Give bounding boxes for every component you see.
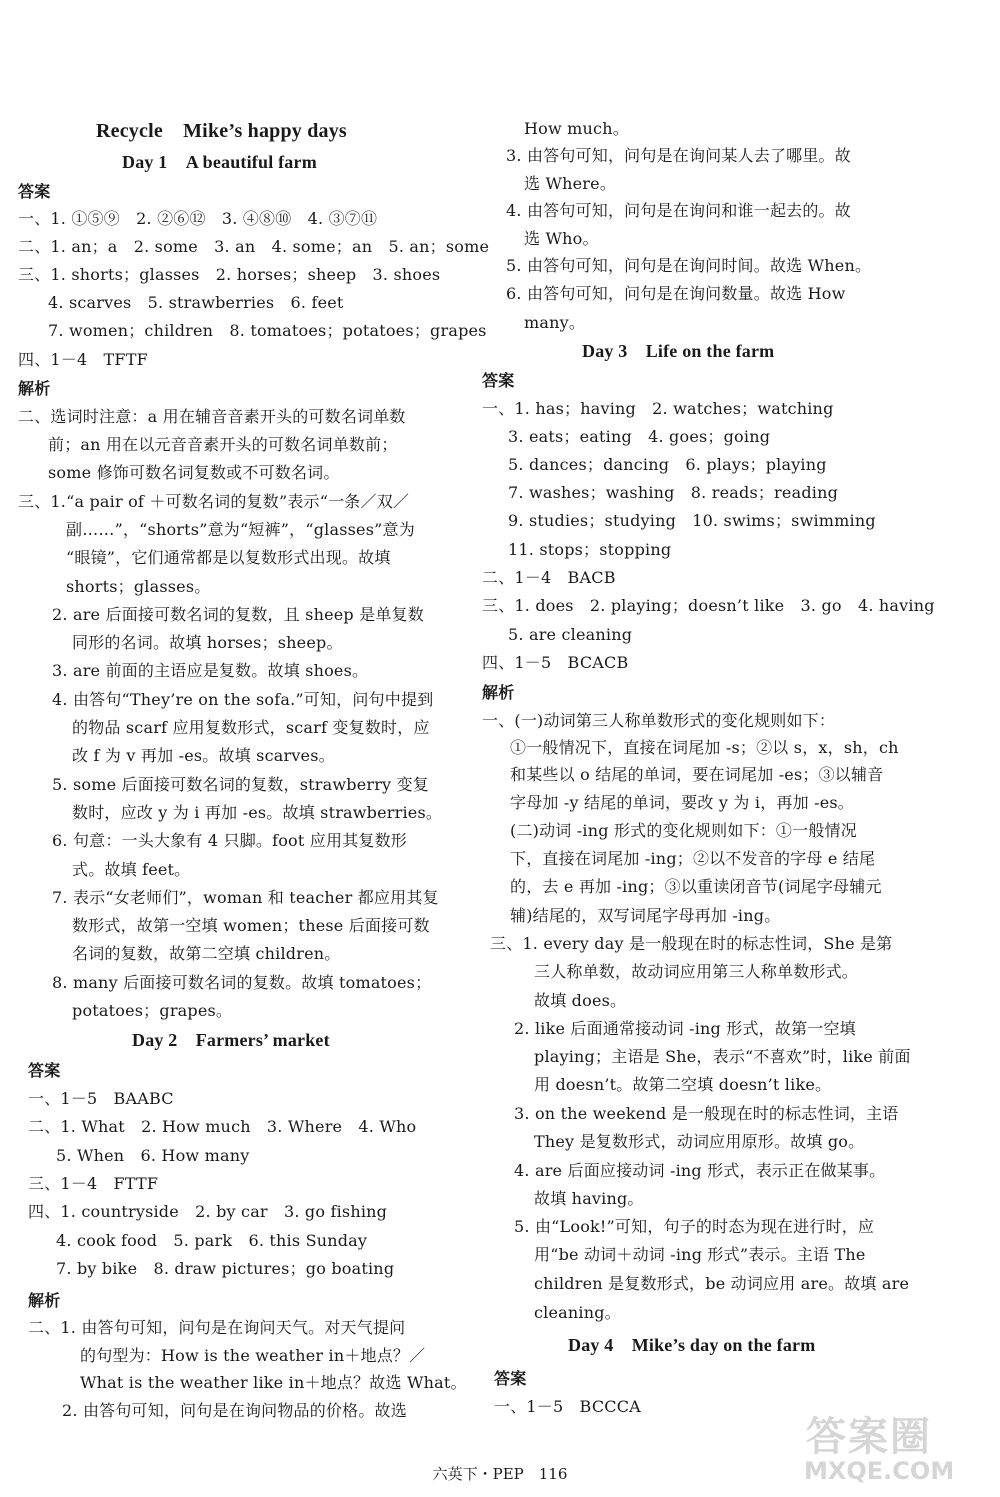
analysis-line: 用“be 动词＋动词 -ing 形式”表示。主语 The bbox=[534, 1245, 866, 1264]
analysis-line: 二、选词时注意：a 用在辅音音素开头的可数名词单数 bbox=[18, 407, 406, 426]
analysis-line: 一、(一)动词第三人称单数形式的变化规则如下： bbox=[482, 711, 836, 730]
analysis-line: What is the weather like in＋地点？故选 What。 bbox=[80, 1373, 467, 1392]
answer-line: 4. cook food 5. park 6. this Sunday bbox=[56, 1231, 368, 1250]
answer-line: 5. When 6. How many bbox=[56, 1146, 250, 1165]
answer-line: 一、1－5 BAABC bbox=[28, 1089, 174, 1108]
answer-line: 二、1－4 BACB bbox=[482, 568, 616, 587]
analysis-line: 字母加 -y 结尾的单词，要改 y 为 i，再加 -es。 bbox=[510, 793, 855, 812]
analysis-line: ①一般情况下，直接在词尾加 -s；②以 s，x，sh，ch bbox=[510, 738, 899, 757]
answer-heading: 答案 bbox=[494, 1369, 527, 1388]
analysis-line: 副……”，“shorts”意为“短裤”，“glasses”意为 bbox=[66, 520, 415, 539]
analysis-line: children 是复数形式，be 动词应用 are。故填 are bbox=[534, 1274, 910, 1293]
page-footer: 六英下・PEP 116 bbox=[432, 1465, 568, 1483]
analysis-line: 6. 由答句可知，问句是在询问数量。故选 How bbox=[506, 284, 846, 303]
answer-heading: 答案 bbox=[18, 182, 51, 201]
analysis-line: 2. 由答句可知，问句是在询问物品的价格。故选 bbox=[62, 1401, 407, 1420]
answer-line: 四、1－5 BCACB bbox=[482, 653, 629, 672]
analysis-line: 辅)结尾的，双写词尾字母再加 -ing。 bbox=[510, 906, 781, 925]
analysis-line: potatoes；grapes。 bbox=[72, 1001, 233, 1020]
analysis-line: 4. 由答句可知，问句是在询问和谁一起去的。故 bbox=[506, 201, 851, 220]
watermark-logo bbox=[796, 1401, 986, 1491]
analysis-line: 故填 having。 bbox=[534, 1189, 644, 1208]
analysis-line: 2. like 后面通常接动词 -ing 形式，故第一空填 bbox=[514, 1019, 856, 1038]
day2-title: Day 2 Farmers’ market bbox=[132, 1030, 330, 1050]
analysis-line: 6. 句意：一头大象有 4 只脚。foot 应用其复数形 bbox=[52, 831, 408, 850]
analysis-line: 用 doesn’t。故第二空填 doesn’t like。 bbox=[534, 1075, 832, 1094]
answer-line: 9. studies；studying 10. swims；swimming bbox=[508, 511, 876, 530]
watermark-text: 答案圈 bbox=[806, 1414, 932, 1460]
day1-title: Day 1 A beautiful farm bbox=[122, 152, 317, 172]
analysis-line: 同形的名词。故填 horses；sheep。 bbox=[72, 633, 343, 652]
answer-line: 4. scarves 5. strawberries 6. feet bbox=[48, 293, 344, 312]
analysis-line: 2. are 后面接可数名词的复数，且 sheep 是单复数 bbox=[52, 605, 424, 624]
analysis-line: 数形式，故第一空填 women；these 后面接可数 bbox=[72, 916, 430, 935]
answer-line: 一、1. ①⑤⑨ 2. ②⑥⑫ 3. ④⑧⑩ 4. ③⑦⑪ bbox=[18, 209, 378, 228]
unit-title: Recycle Mike’s happy days bbox=[96, 120, 347, 142]
analysis-line: 4. are 后面应接动词 -ing 形式，表示正在做某事。 bbox=[514, 1161, 886, 1180]
analysis-line: 故填 does。 bbox=[534, 991, 627, 1010]
analysis-line: 和某些以 o 结尾的单词，要在词尾加 -es；③以辅音 bbox=[510, 765, 884, 784]
answer-line: 一、1. has；having 2. watches；watching bbox=[482, 399, 834, 418]
analysis-line: 选 Where。 bbox=[524, 174, 617, 193]
analysis-line: 下，直接在词尾加 -ing；②以不发音的字母 e 结尾 bbox=[510, 849, 876, 868]
answer-line: 三、1. shorts；glasses 2. horses；sheep 3. shoes bbox=[18, 265, 441, 284]
analysis-heading: 解析 bbox=[28, 1291, 61, 1310]
analysis-line: “眼镜”，它们通常都是以复数形式出现。故填 bbox=[66, 548, 391, 567]
analysis-line: 8. many 后面接可数名词的复数。故填 tomatoes； bbox=[52, 973, 432, 992]
analysis-line: 二、1. 由答句可知，问句是在询问天气。对天气提问 bbox=[28, 1318, 406, 1337]
answer-heading: 答案 bbox=[482, 371, 515, 390]
analysis-line: 数时，应改 y 为 i 再加 -es。故填 strawberries。 bbox=[72, 803, 443, 822]
analysis-line: 改 f 为 v 再加 -es。故填 scarves。 bbox=[72, 746, 335, 765]
analysis-heading: 解析 bbox=[18, 379, 51, 398]
answer-line: 四、1－4 TFTF bbox=[18, 350, 148, 369]
analysis-line: They 是复数形式，动词应用原形。故填 go。 bbox=[534, 1132, 865, 1151]
answer-heading: 答案 bbox=[28, 1061, 61, 1080]
analysis-line: 的物品 scarf 应用复数形式，scarf 变复数时，应 bbox=[72, 718, 430, 737]
analysis-line: 的，去 e 再加 -ing；③以重读闭音节(词尾字母辅元 bbox=[510, 877, 882, 896]
analysis-line: 式。故填 feet。 bbox=[72, 860, 191, 879]
analysis-line: 三、1.“a pair of ＋可数名词的复数”表示“一条／双／ bbox=[18, 492, 410, 511]
analysis-line: 前；an 用在以元音音素开头的可数名词单数前； bbox=[48, 435, 398, 454]
day4-title: Day 4 Mike’s day on the farm bbox=[568, 1335, 816, 1355]
answer-line: 二、1. an；a 2. some 3. an 4. some；an 5. an；some bbox=[18, 237, 490, 256]
answer-line: 3. eats；eating 4. goes；going bbox=[508, 427, 771, 446]
analysis-heading: 解析 bbox=[482, 683, 515, 702]
analysis-line: 7. 表示“女老师们”，woman 和 teacher 都应用其复 bbox=[52, 888, 439, 907]
analysis-line: shorts；glasses。 bbox=[66, 577, 211, 596]
analysis-line: some 修饰可数名词复数或不可数名词。 bbox=[48, 463, 340, 482]
analysis-line: 5. 由答句可知，问句是在询问时间。故选 When。 bbox=[506, 256, 872, 275]
analysis-line: How much。 bbox=[524, 119, 629, 138]
analysis-line: many。 bbox=[524, 313, 586, 332]
analysis-line: 3. 由答句可知，问句是在询问某人去了哪里。故 bbox=[506, 146, 851, 165]
answer-line: 三、1. does 2. playing；doesn’t like 3. go 4. having bbox=[482, 596, 935, 615]
analysis-line: 5. some 后面接可数名词的复数，strawberry 变复 bbox=[52, 775, 429, 794]
answer-line: 三、1－4 FTTF bbox=[28, 1174, 159, 1193]
answer-line: 四、1. countryside 2. by car 3. go fishing bbox=[28, 1202, 388, 1221]
answer-line: 7. by bike 8. draw pictures；go boating bbox=[56, 1259, 395, 1278]
answer-line: 5. dances；dancing 6. plays；playing bbox=[508, 455, 827, 474]
analysis-line: 的句型为：How is the weather in＋地点？／ bbox=[80, 1346, 426, 1365]
analysis-line: playing；主语是 She，表示“不喜欢”时，like 前面 bbox=[534, 1047, 911, 1066]
answer-line: 5. are cleaning bbox=[508, 625, 633, 644]
analysis-line: 3. on the weekend 是一般现在时的标志性词，主语 bbox=[514, 1104, 899, 1123]
answer-line: 二、1. What 2. How much 3. Where 4. Who bbox=[28, 1117, 417, 1136]
analysis-line: 选 Who。 bbox=[524, 229, 599, 248]
analysis-line: 4. 由答句“They’re on the sofa.”可知，问句中提到 bbox=[52, 690, 434, 709]
answer-line: 一、1－5 BCCCA bbox=[494, 1397, 641, 1416]
analysis-line: 三、1. every day 是一般现在时的标志性词，She 是第 bbox=[490, 934, 893, 953]
watermark-url: MXQE.COM bbox=[804, 1457, 955, 1485]
answer-line: 11. stops；stopping bbox=[508, 540, 672, 559]
analysis-line: (二)动词 -ing 形式的变化规则如下：①一般情况 bbox=[510, 821, 857, 840]
answer-line: 7. women；children 8. tomatoes；potatoes；grapes bbox=[48, 321, 487, 340]
analysis-line: cleaning。 bbox=[534, 1303, 621, 1322]
analysis-line: 三人称单数，故动词应用第三人称单数形式。 bbox=[534, 962, 859, 981]
analysis-line: 名词的复数，故第二空填 children。 bbox=[72, 944, 341, 963]
analysis-line: 3. are 前面的主语应是复数。故填 shoes。 bbox=[52, 661, 369, 680]
analysis-line: 5. 由“Look!”可知，句子的时态为现在进行时，应 bbox=[514, 1217, 875, 1236]
day3-title: Day 3 Life on the farm bbox=[582, 341, 775, 361]
answer-line: 7. washes；washing 8. reads；reading bbox=[508, 483, 839, 502]
